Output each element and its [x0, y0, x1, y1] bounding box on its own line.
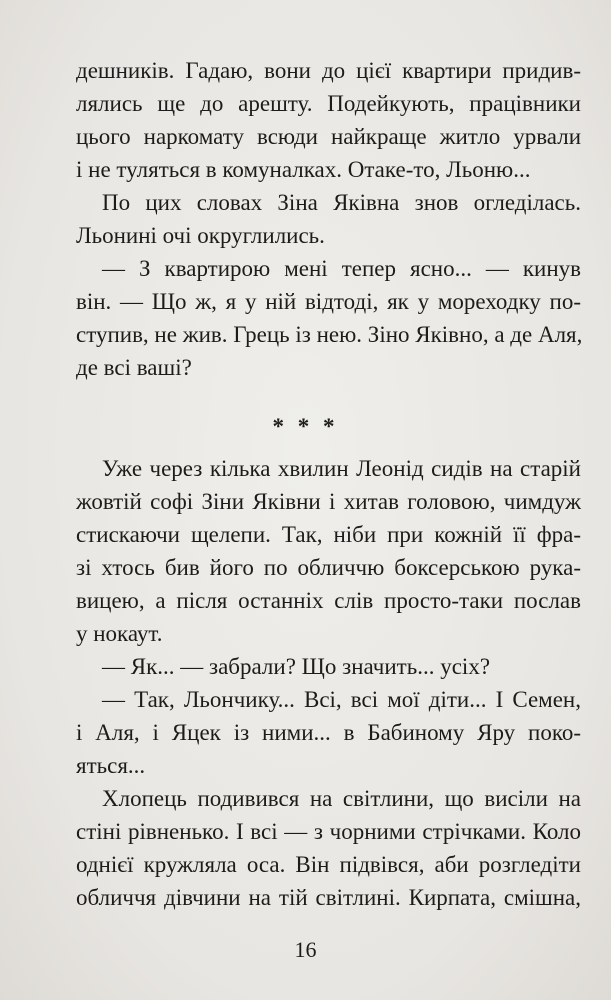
text-line: стискаючи щелепи. Так, ніби при кожній її фра-: [76, 522, 581, 547]
text-line: — З квартирою мені тепер ясно... — кинув: [102, 256, 581, 281]
text-line: цього наркомату всюди найкраще житло урвали: [76, 124, 581, 149]
text-line: лялись ще до арешту. Подейкують, працівники: [76, 91, 581, 116]
text-line: обличчя дівчини на тій світлині. Кирпата, смішна,: [76, 885, 581, 910]
text-line: ступив, не жив. Грець із нею. Зіно Яківно, а де Аля,: [76, 322, 583, 347]
text-line: Льонині очі округлились.: [76, 223, 325, 248]
text-line: однієї кружляла оса. Він підвівся, аби розгледіти: [76, 852, 581, 877]
text-line: жовтій софі Зіни Яківни і хитав головою, чимдуж: [76, 489, 581, 514]
text-line: і Аля, і Яцек із ними... в Бабиному Яру поко-: [76, 720, 581, 745]
text-line: Хлопець подивився на світлини, що висіли на: [102, 786, 581, 811]
text-line: — Так, Льончику... Всі, всі мої діти... І Семен,: [102, 687, 581, 712]
text-line: — Як... — забрали? Що значить... усіх?: [102, 654, 491, 679]
text-line: він. — Що ж, я у ній відтоді, як у мореходку по-: [76, 289, 581, 314]
section-separator: * * *: [272, 414, 339, 439]
text-line: Уже через кілька хвилин Леонід сидів на старій: [102, 456, 581, 481]
text-line: і не туляться в комуналках. Отаке-то, Льоню...: [76, 157, 531, 182]
page-number: 16: [294, 937, 317, 962]
text-line: вицею, а після останніх слів просто-таки послав: [76, 588, 581, 613]
text-line: у нокаут.: [76, 621, 163, 646]
text-line: де всі ваші?: [76, 355, 192, 380]
text-line: зі хтось бив його по обличчю боксерською рука-: [76, 555, 581, 580]
text-line: дешників. Гадаю, вони до цієї квартири придив-: [76, 58, 581, 83]
text-line: стіні рівненько. І всі — з чорними стрічками. Коло: [76, 819, 581, 844]
text-line: яться...: [76, 753, 146, 778]
text-line: По цих словах Зіна Яківна знов огледілась.: [102, 190, 581, 215]
